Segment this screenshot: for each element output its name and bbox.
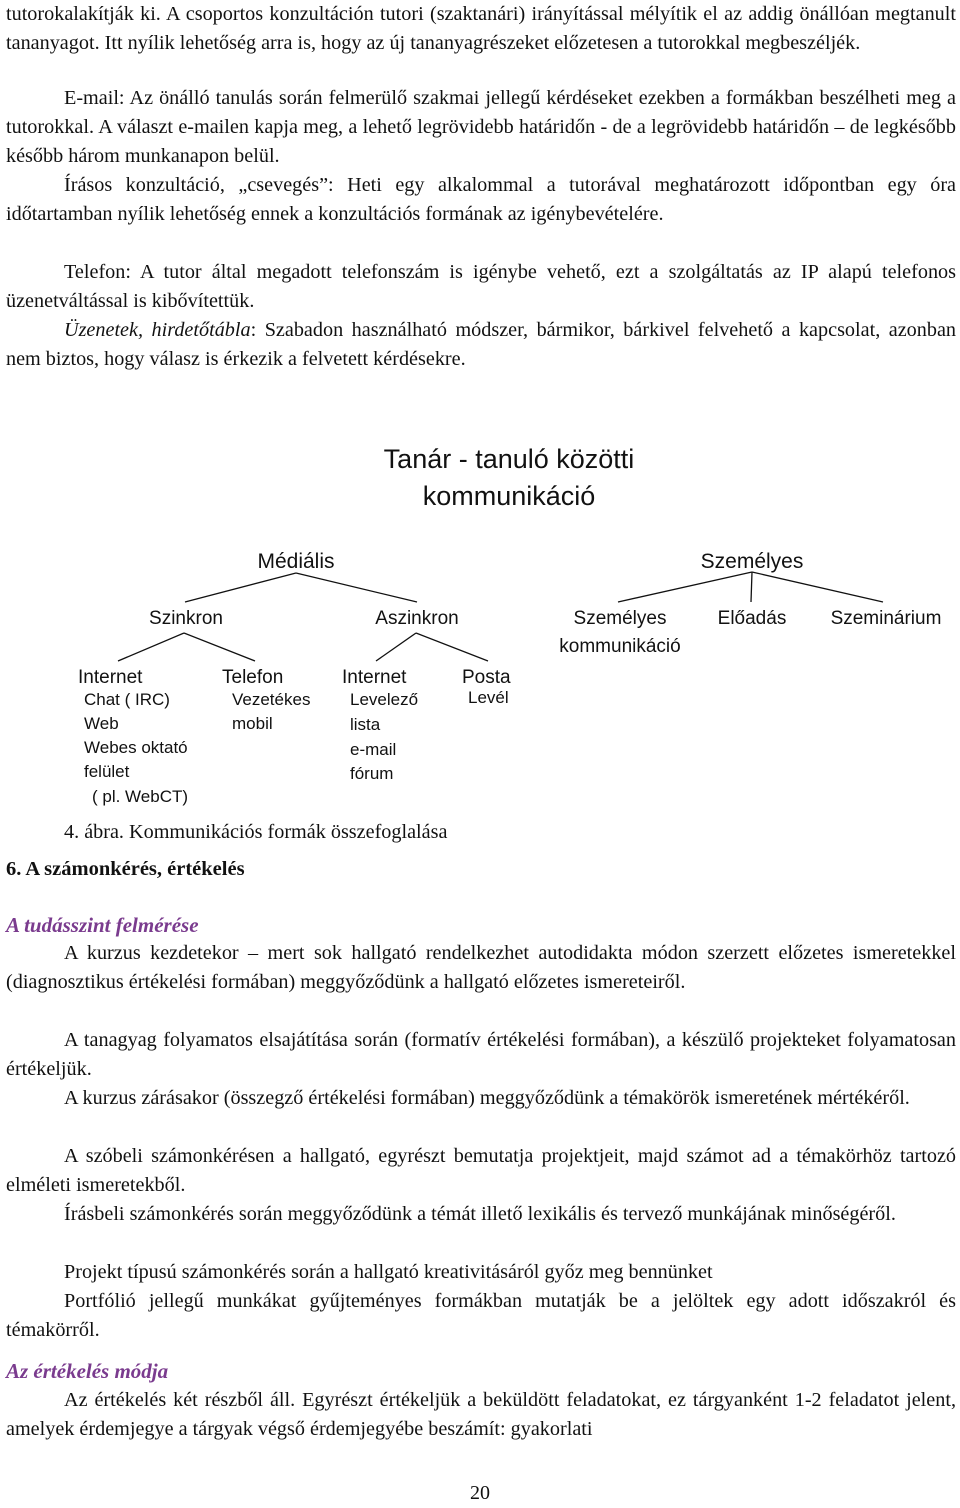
internet-async-item: e-mail xyxy=(350,740,397,759)
node-telefon: Telefon xyxy=(222,667,284,688)
node-aszinkron: Aszinkron xyxy=(375,608,459,629)
paragraph-folyamatos: A tanagyag folyamatos elsajátítása során (formatív értékelési formában), a készülő projekteket folyamatosan értékeljük. xyxy=(6,1029,956,1080)
uzenetek-term: Üzenetek, hirdetőtábla xyxy=(64,319,251,341)
node-medialis: Médiális xyxy=(257,550,335,573)
node-posta: Posta xyxy=(462,667,511,688)
paragraph-ertekeles: Az értékelés két részből áll. Egyrészt értékeljük a beküldött feladatokat, ez tárgyanként 1-2 feladatot jelent, amelyek érdemjegye a tárgyak végső érdemjegyébe beszámít: gyakorlati xyxy=(6,1389,956,1440)
node-szinkron: Szinkron xyxy=(149,608,223,629)
diagram-title-line2: kommunikáció xyxy=(422,481,596,511)
internet-sync-item: felület xyxy=(84,762,130,781)
paragraph-projekt: Projekt típusú számonkérés során a hallgató kreativitásáról győz meg bennünket xyxy=(64,1261,713,1283)
page-number: 20 xyxy=(470,1482,490,1504)
internet-sync-item: Chat ( IRC) xyxy=(84,690,170,709)
paragraph-kezdetekor: A kurzus kezdetekor – mert sok hallgató rendelkezhet autodidakta módon szerzett előzetes ismeretekkel (diagnosztikus értékelési formában) meggyőződünk a hallgató előzetes ismereteiről. xyxy=(6,942,956,993)
paragraph-szobeli: A szóbeli számonkérésen a hallgató, egyrészt bemutatja projektjeit, majd számot ad a témakörhöz tartozó elméleti ismeretekből. xyxy=(6,1145,956,1196)
telefon-item: Vezetékes xyxy=(232,690,311,709)
internet-async-item: lista xyxy=(350,715,381,734)
paragraph-portfolio: Portfólió jellegű munkákat gyűjteményes formákban mutatják be a jelöltek egy adott időszakról és témakörről. xyxy=(6,1290,956,1341)
internet-sync-item: Webes oktató xyxy=(84,738,188,757)
node-internet-sync: Internet xyxy=(78,667,143,688)
posta-item: Levél xyxy=(468,688,509,707)
subheading-ertekeles: Az értékelés módja xyxy=(6,1359,169,1383)
node-eloadas: Előadás xyxy=(717,608,787,629)
node-szemelyes: Személyes xyxy=(700,550,804,573)
paragraph-chat: Írásos konzultáció, „csevegés”: Heti egy alkalommal a tutorával meghatározott időpontban egy óra időtartamban nyílik lehetőség ennek a konzultációs formának az igénybevételére. xyxy=(6,174,956,225)
diagram-title-line1: Tanár - tanuló közötti xyxy=(383,444,635,474)
internet-sync-item: Web xyxy=(84,714,119,733)
paragraph-zarasakor: A kurzus zárásakor (összegző értékelési formában) meggyőződünk a témakörök ismeretének mértékéről. xyxy=(64,1087,910,1109)
communication-diagram xyxy=(0,430,960,815)
internet-sync-item: ( pl. WebCT) xyxy=(92,787,189,806)
subheading-tudasszint: A tudásszint felmérése xyxy=(6,913,199,937)
node-szeminarium: Szeminárium xyxy=(830,608,942,629)
figure-caption: 4. ábra. Kommunikációs formák összefoglalása xyxy=(64,821,448,843)
node-internet-async: Internet xyxy=(342,667,407,688)
node-szemelyes-kommunikacio-2: kommunikáció xyxy=(559,636,681,657)
paragraph-email: E-mail: Az önálló tanulás során felmerülő szakmai jellegű kérdéseket ezekben a formákban beszélheti meg a tutorokkal. A választ e-mailen kapja meg, a lehető legrövidebb határidőn - de a legrövidebb határidőn – de legkésőbb később három munkanapon belül. xyxy=(6,87,956,167)
paragraph-irasbeli: Írásbeli számonkérés során meggyőződünk a témát illető lexikális és tervező munkájának minőségéről. xyxy=(64,1203,896,1225)
paragraph-telefon: Telefon: A tutor által megadott telefonszám is igénybe vehető, ezt a szolgáltatás az IP alapú telefonos üzenetváltással is kibővítettük. xyxy=(6,261,956,312)
paragraph-intro: tutorokalakítják ki. A csoportos konzultáción tutori (szaktanári) irányítással mélyítik el az addig önállóan megtanult tananyagot. Itt nyílik lehetőség arra is, hogy az új tananyagrészeket előzetesen a tutorokkal megbeszéljék. xyxy=(6,3,956,54)
internet-async-item: Levelező xyxy=(350,690,419,709)
uzenetek-text: : Szabadon használható módszer, bármikor, bárkivel felvehető a kapcsolat, azonban nem biztos, hogy válasz is érkezik a felvetett kérdésekre. xyxy=(6,319,956,370)
paragraph-uzenetek xyxy=(6,316,956,374)
node-szemelyes-kommunikacio-1: Személyes xyxy=(573,608,667,629)
telefon-item: mobil xyxy=(232,714,273,733)
section-heading-6: 6. A számonkérés, értékelés xyxy=(6,858,245,880)
internet-async-item: fórum xyxy=(350,764,394,783)
